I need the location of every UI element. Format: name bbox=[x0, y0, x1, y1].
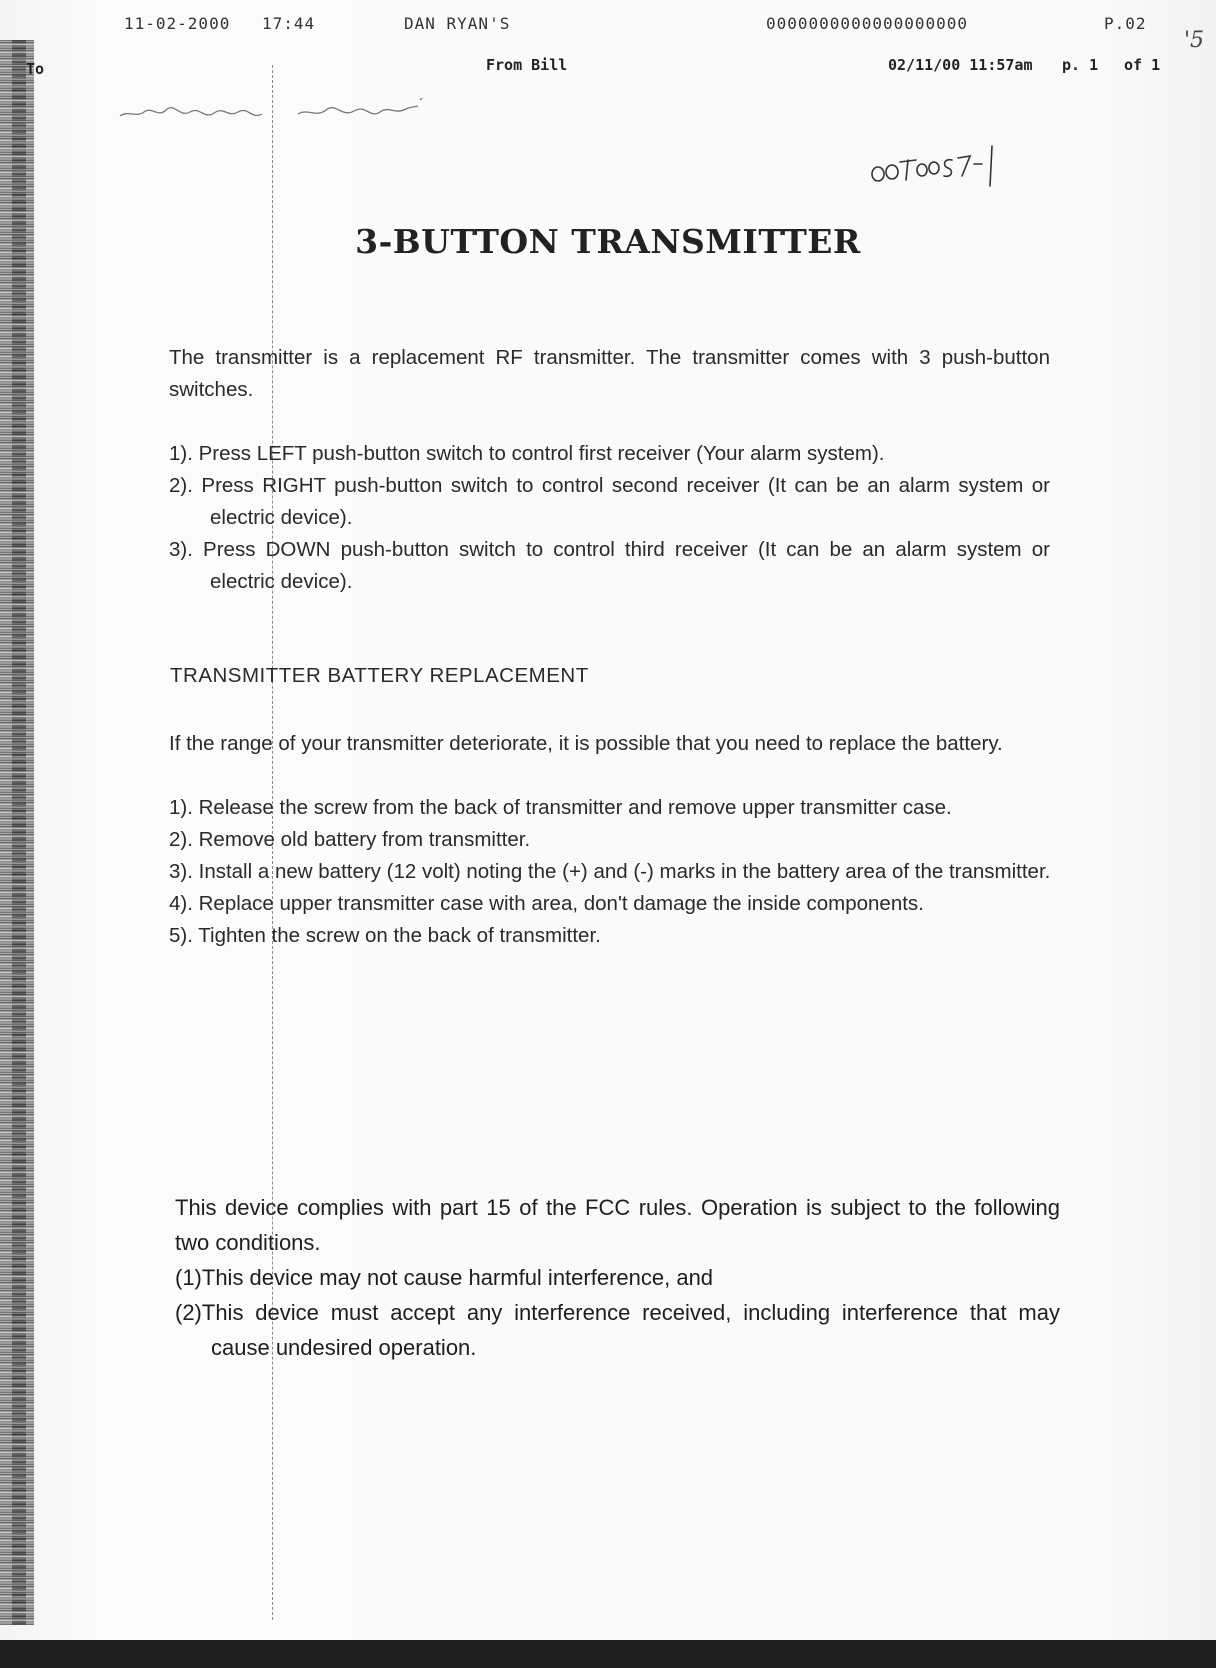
handwritten-document-id bbox=[868, 140, 1008, 190]
from-label: From Bill bbox=[486, 56, 568, 74]
handwritten-scribble bbox=[118, 98, 438, 128]
battery-intro-paragraph: If the range of your transmitter deteriorate, it is possible that you need to replace the battery. bbox=[169, 732, 1003, 755]
fcc-condition: (1)This device may not cause harmful interference, and bbox=[175, 1265, 714, 1290]
to-label: To bbox=[26, 60, 45, 78]
list-item: 1). Release the screw from the back of transmitter and remove upper transmitter case. bbox=[169, 796, 952, 819]
transmit-datetime: 02/11/00 11:57am bbox=[888, 56, 1033, 74]
fcc-intro: This device complies with part 15 of the FCC rules. Operation is subject to the following two conditions. bbox=[175, 1195, 1060, 1255]
button-steps-list bbox=[169, 438, 1050, 598]
list-item: 5). Tighten the screw on the back of transmitter. bbox=[169, 924, 601, 947]
battery-section-heading: TRANSMITTER BATTERY REPLACEMENT bbox=[170, 664, 589, 687]
corner-mark: '5 bbox=[1184, 28, 1205, 53]
document-title: 3-BUTTON TRANSMITTER bbox=[355, 222, 861, 261]
fcc-notice bbox=[175, 1190, 1060, 1365]
transmit-page: p. 1 bbox=[1062, 56, 1099, 74]
list-item: 3). Install a new battery (12 volt) noting the (+) and (-) marks in the battery area of the transmitter. bbox=[169, 860, 1051, 883]
list-item: 4). Replace upper transmitter case with area, don't damage the inside components. bbox=[169, 892, 924, 915]
fax-number: 0000000000000000000 bbox=[766, 14, 969, 33]
transmit-page-total: of 1 bbox=[1124, 56, 1161, 74]
intro-paragraph: The transmitter is a replacement RF transmitter. The transmitter comes with 3 push-button switches. bbox=[169, 346, 1050, 401]
fcc-condition: (2)This device must accept any interference received, including interference that may cause undesired operation. bbox=[175, 1300, 1060, 1360]
list-item: 2). Remove old battery from transmitter. bbox=[169, 828, 531, 851]
scan-edge-noise-overlay bbox=[12, 40, 26, 1625]
scan-bottom-edge bbox=[0, 1640, 1216, 1668]
list-item: 2). Press RIGHT push-button switch to control second receiver (It can be an alarm system or electric device). bbox=[169, 474, 1050, 529]
list-item: 1). Press LEFT push-button switch to control first receiver (Your alarm system). bbox=[169, 442, 885, 465]
fax-sender: DAN RYAN'S bbox=[404, 14, 511, 33]
battery-steps-list bbox=[169, 792, 1053, 952]
list-item: 3). Press DOWN push-button switch to control third receiver (It can be an alarm system or electric device). bbox=[169, 538, 1050, 593]
fax-date: 11-02-2000 bbox=[124, 14, 231, 33]
fax-time: 17:44 bbox=[262, 14, 316, 33]
fax-page-number: P.02 bbox=[1104, 14, 1147, 33]
